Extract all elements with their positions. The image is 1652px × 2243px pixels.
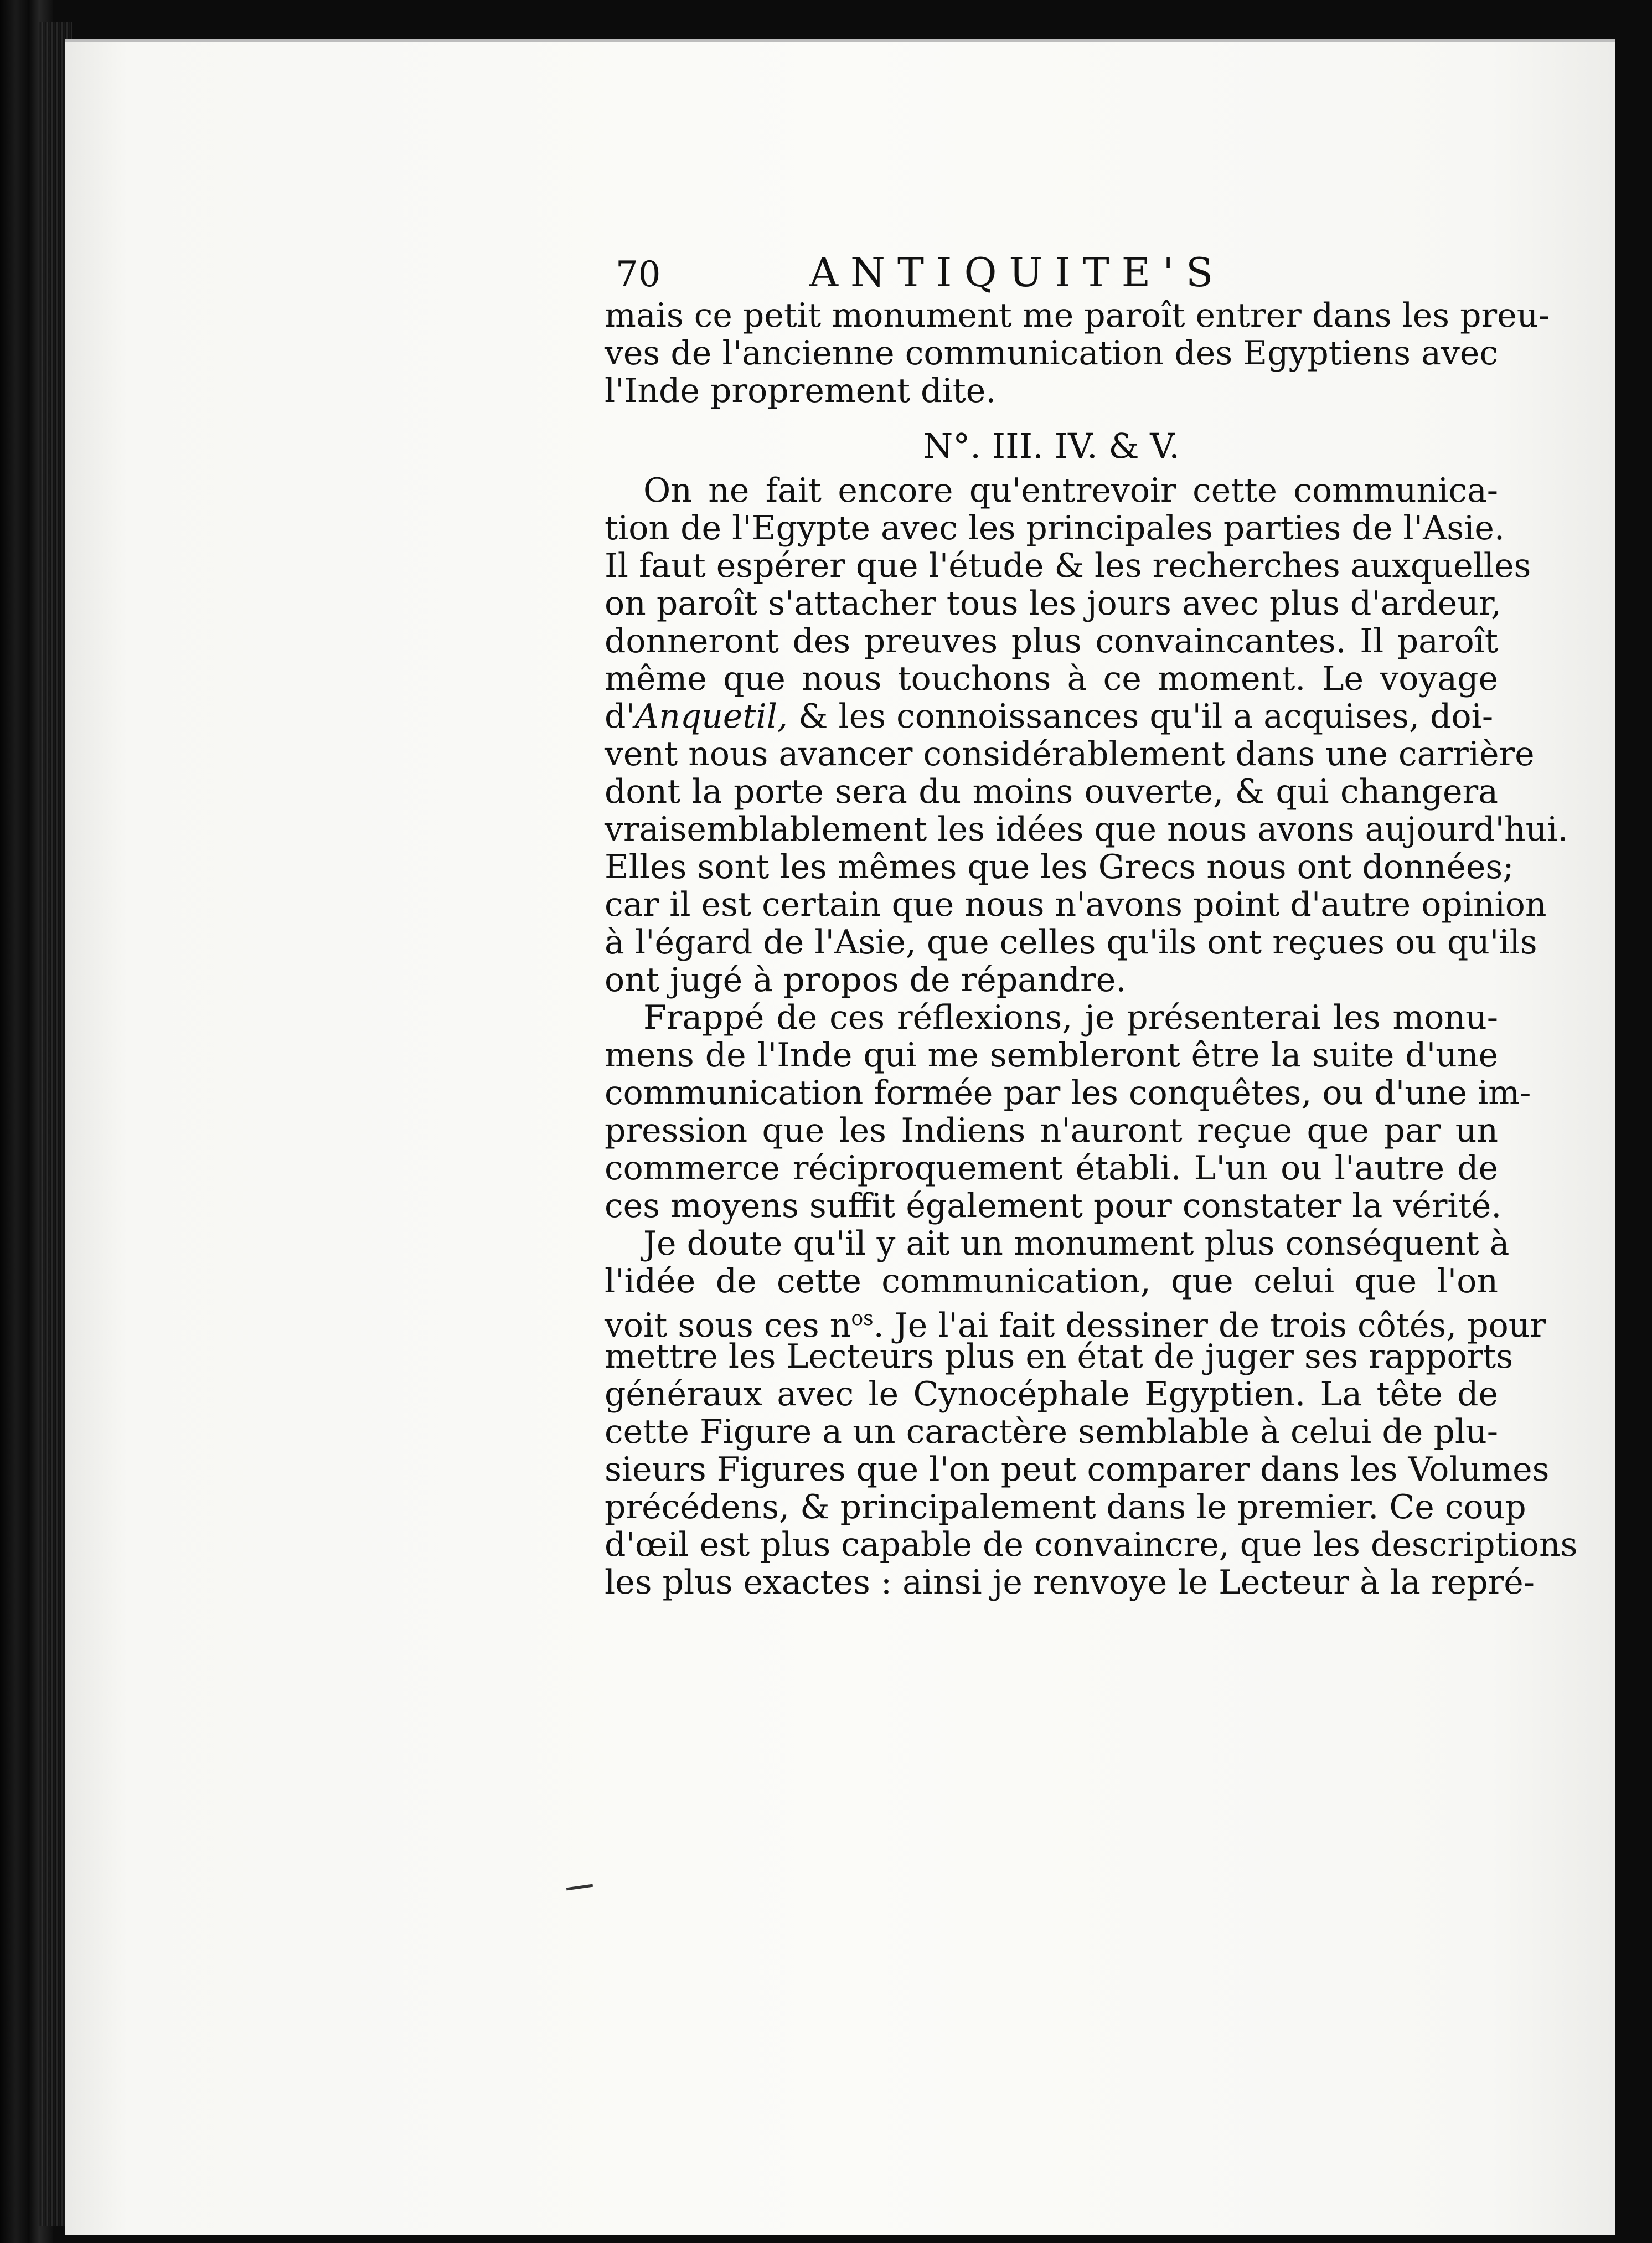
text-line: les plus exactes : ainsi je renvoye le Lecteur à la repré- [605, 1563, 1535, 1602]
text-line: généraux avec le Cynocéphale Egyptien. La tête de [605, 1375, 1498, 1414]
running-head [605, 236, 1498, 297]
text-line: l'Inde proprement dite. [605, 372, 997, 410]
text-fragment: voit sous ces n [605, 1306, 851, 1345]
italic-name: Anquetil, [634, 697, 788, 736]
text-line: sieurs Figures que l'on peut comparer dans les Volumes [605, 1450, 1550, 1489]
running-title: ANTIQUITE'S [809, 249, 1226, 296]
section-heading: N°. III. IV. & V. [923, 426, 1180, 466]
text-line: dont la porte sera du moins ouverte, & qui changera [605, 772, 1498, 811]
text-line: donneront des preuves plus convaincantes. Il paroît [605, 622, 1498, 661]
text-line: d'œil est plus capable de convaincre, que les descriptions [605, 1525, 1578, 1564]
book-page [65, 39, 1615, 2235]
text-line: à l'égard de l'Asie, que celles qu'ils ont reçues ou qu'ils [605, 923, 1537, 962]
text-line: Je doute qu'il y ait un monument plus conséquent à [643, 1224, 1510, 1263]
text-fragment: & les connoissances qu'il a acquises, doi- [788, 697, 1494, 736]
text-line: l'idée de cette communication, que celui que l'on [605, 1262, 1498, 1301]
text-line: mais ce petit monument me paroît entrer dans les preu- [605, 296, 1550, 335]
text-line: Il faut espérer que l'étude & les recherches auxquelles [605, 546, 1531, 585]
text-line: on paroît s'attacher tous les jours avec plus d'ardeur, [605, 584, 1501, 623]
text-line: mettre les Lecteurs plus en état de juger ses rapports [605, 1337, 1514, 1376]
text-line: mens de l'Inde qui me sembleront être la suite d'une [605, 1036, 1498, 1075]
text-line: même que nous touchons à ce moment. Le voyage [605, 659, 1498, 698]
page-number: 70 [616, 254, 661, 295]
superscript: os [851, 1307, 874, 1330]
text-line: On ne fait encore qu'entrevoir cette communica- [643, 471, 1498, 510]
text-line: pression que les Indiens n'auront reçue que par un [605, 1111, 1498, 1150]
ink-mark [566, 1884, 593, 1891]
text-line: vent nous avancer considérablement dans une carrière [605, 735, 1535, 774]
text-line: Elles sont les mêmes que les Grecs nous ont données; [605, 848, 1514, 886]
text-line: tion de l'Egypte avec les principales parties de l'Asie. [605, 509, 1505, 548]
text-line: Frappé de ces réflexions, je présenterai les monu- [643, 998, 1498, 1037]
text-line: cette Figure a un caractère semblable à celui de plu- [605, 1412, 1498, 1451]
text-line [605, 698, 1498, 735]
text-line: ces moyens suffit également pour constater la vérité. [605, 1187, 1502, 1225]
text-line: commerce réciproquement établi. L'un ou l'autre de [605, 1149, 1498, 1188]
text-fragment: d' [605, 697, 635, 736]
text-line: ves de l'ancienne communication des Egyptiens avec [605, 334, 1498, 373]
text-line: car il est certain que nous n'avons point d'autre opinion [605, 885, 1547, 924]
text-line: vraisemblablement les idées que nous avons aujourd'hui. [605, 810, 1568, 849]
text-block [605, 236, 1578, 1602]
text-line: ont jugé à propos de répandre. [605, 961, 1127, 999]
text-line: communication formée par les conquêtes, ou d'une im- [605, 1074, 1531, 1112]
text-fragment: . Je l'ai fait dessiner de trois côtés, pour [873, 1306, 1546, 1345]
text-line [605, 1300, 1546, 1345]
text-line: précédens, & principalement dans le premier. Ce coup [605, 1488, 1526, 1527]
